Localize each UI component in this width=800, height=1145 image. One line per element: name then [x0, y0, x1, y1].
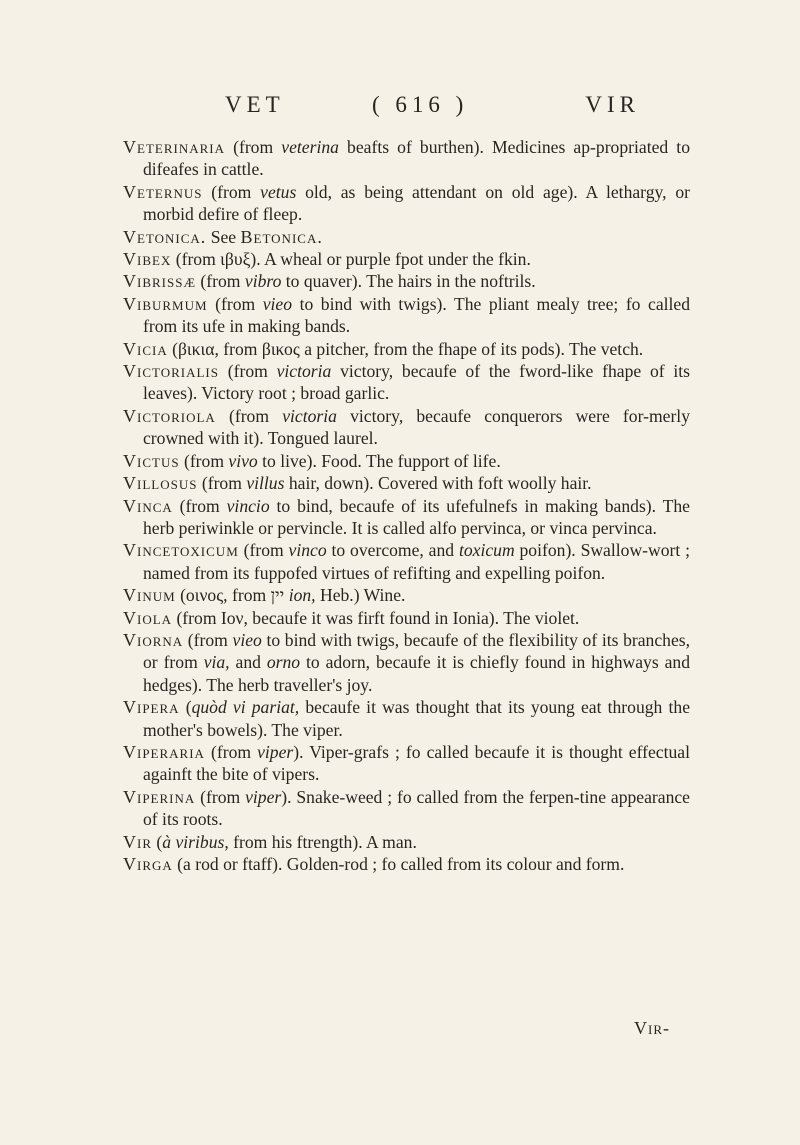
entry-headword: Vir [123, 831, 152, 852]
entry-text: poifon). Swallow-wort ; named from its fuppofed virtues of refifting and expelling poifon. [143, 540, 690, 583]
entry-headword: Virga [123, 854, 173, 874]
entry-text: to bind, becaufe of its ufefulnefs in making bands). The herb periwinkle or pervincle. It is called alfo pervinca, or vinca pervinca. [143, 495, 690, 538]
entry-headword: Vetonica. [123, 226, 207, 247]
entry-headword: Veterinaria [123, 137, 225, 157]
entry-text: old, as being attendant on old age). A lethargy, or morbid defire of fleep. [143, 181, 691, 225]
entry-text: ). Snake-weed ; fo called from the ferpen-tine appearance of its roots. [143, 786, 690, 830]
entry-text: (from [215, 405, 283, 426]
entry-italic-text: orno [266, 652, 301, 673]
entry-headword: Viburmum [123, 293, 208, 314]
entry-headword: Viorna [123, 629, 184, 650]
entry-text: hair, down). Covered with foft woolly hair. [284, 473, 592, 494]
dictionary-entry [123, 360, 690, 405]
entry-italic-text: quòd vi pariat, [191, 697, 300, 718]
entry-italic-text: victoria [276, 361, 332, 382]
entry-text: (from [172, 495, 227, 516]
entry-text: (from [202, 181, 261, 202]
entry-italic-text: vibro [244, 271, 282, 292]
entry-text: (from [225, 137, 282, 157]
dictionary-entry [123, 831, 690, 853]
running-head [225, 92, 640, 122]
entry-headword: Vibrissæ [123, 271, 197, 292]
entry-italic-text: viper [257, 741, 294, 762]
entry-text: to quaver). The hairs in the noftrils. [281, 271, 536, 292]
dictionary-entry [123, 696, 690, 741]
entry-headword: Victorialis [123, 361, 219, 382]
dictionary-entry [123, 786, 690, 831]
dictionary-entry [123, 495, 690, 540]
entry-italic-text: vieo [232, 629, 262, 650]
entry-text: (from [207, 293, 263, 314]
entry-italic-text: vincio [226, 495, 270, 516]
dictionary-entry [123, 450, 690, 472]
entry-italic-text: vivo [228, 450, 258, 471]
entry-headword: Vinum [123, 585, 176, 606]
running-head-right: VIR [585, 92, 640, 117]
entry-text: (a rod or ftaff). Golden-rod ; fo called from its colour and form. [172, 854, 625, 874]
entry-text: ). Viper-grafs ; fo called becaufe it is thought effectual againft the bite of vipers. [143, 741, 690, 785]
dictionary-entry [123, 293, 690, 338]
entry-text: (from [183, 629, 233, 650]
running-head-left: VET [225, 92, 285, 117]
entry-text: (from [195, 786, 246, 807]
entry-text: to bind with twigs). The pliant mealy tree; fo called from its ufe in making bands. [143, 293, 691, 337]
entry-headword: Vincetoxicum [123, 540, 239, 561]
dictionary-entry [123, 472, 690, 494]
entry-text: ( [179, 697, 192, 718]
entry-italic-text: via, [203, 652, 230, 673]
entry-text: Heb.) Wine. [315, 585, 406, 606]
entry-headword: Viperina [123, 786, 196, 807]
entry-text: (βικια, from βικος a pitcher, from the fhape of its pods). The vetch. [167, 338, 644, 359]
catchword: Vir- [634, 1018, 670, 1038]
entry-text: (from [204, 741, 258, 762]
page-number: ( 616 ) [372, 92, 469, 117]
entry-headword: Victoriola [123, 405, 216, 426]
entry-text: (from [197, 473, 247, 494]
entry-text: to bind with twigs, becaufe of the flexibility of its branches, or from [143, 629, 691, 673]
dictionary-entry [123, 853, 690, 875]
entry-text: becaufe it was thought that its young eat through the mother's bowels). The viper. [143, 697, 691, 740]
dictionary-entry [123, 248, 690, 270]
entry-text: Betonica. [240, 226, 323, 247]
entry-headword: Vipera [123, 697, 180, 718]
entry-headword: Villosus [123, 473, 198, 494]
dictionary-entry [123, 539, 690, 584]
entry-text: and [229, 652, 267, 673]
dictionary-entry [123, 405, 690, 450]
entry-headword: Vibex [123, 249, 172, 270]
entry-italic-text: villus [246, 473, 285, 494]
dictionary-entry [123, 629, 690, 696]
dictionary-entry [123, 270, 690, 292]
dictionary-entry [123, 584, 690, 606]
entry-text: victory, becaufe of the fword-like fhape of its leaves). Victory root ; broad garlic. [143, 361, 690, 404]
entry-text: (from [179, 450, 229, 471]
entry-text: See [206, 226, 241, 247]
entry-italic-text: ion, [288, 585, 316, 606]
entry-italic-text: vieo [262, 293, 293, 314]
dictionary-entry [123, 338, 690, 360]
entry-text: (from [196, 271, 245, 292]
entry-italic-text: à viribus, [162, 831, 229, 852]
entry-italic-text: viper [245, 786, 282, 807]
entry-italic-text: veterina [281, 137, 339, 157]
entry-text: to adorn, becaufe it is chiefly found in highways and hedges). The herb traveller's joy. [143, 652, 690, 695]
dictionary-entries [123, 136, 690, 875]
entry-italic-text: vinco [288, 540, 327, 561]
entry-text: from his ftrength). A man. [228, 831, 417, 852]
dictionary-entry [123, 741, 690, 786]
dictionary-entry [123, 607, 690, 629]
entry-italic-text: vetus [260, 181, 297, 202]
dictionary-entry [123, 181, 690, 226]
entry-text: victory, becaufe conquerors were for-merly crowned with it). Tongued laurel. [143, 405, 690, 449]
entry-text: (from Ιον, becaufe it was firft found in Ionia). The violet. [172, 607, 580, 628]
entry-text: (from [218, 361, 277, 382]
entry-headword: Vicia [123, 338, 168, 359]
entry-italic-text: victoria [282, 405, 337, 426]
entry-text: (from [238, 540, 289, 561]
entry-text: ( [152, 831, 163, 852]
entry-headword: Viperaria [123, 741, 205, 762]
entry-headword: Viola [123, 607, 173, 628]
entry-text: to live). Food. The fupport of life. [257, 450, 501, 471]
dictionary-entry [123, 136, 690, 181]
entry-italic-text: toxicum [458, 540, 515, 561]
entry-headword: Veternus [123, 181, 203, 202]
entry-headword: Vinca [123, 495, 173, 516]
entry-text: to overcome, and [326, 540, 459, 561]
entry-text: beafts of burthen). Medicines ap-propriated to difeafes in cattle. [143, 137, 690, 180]
entry-text: (οινος, from יין [175, 585, 289, 606]
dictionary-entry [123, 226, 690, 248]
entry-text: (from ιβυξ). A wheal or purple fpot under the fkin. [171, 249, 531, 270]
entry-headword: Victus [123, 450, 180, 471]
